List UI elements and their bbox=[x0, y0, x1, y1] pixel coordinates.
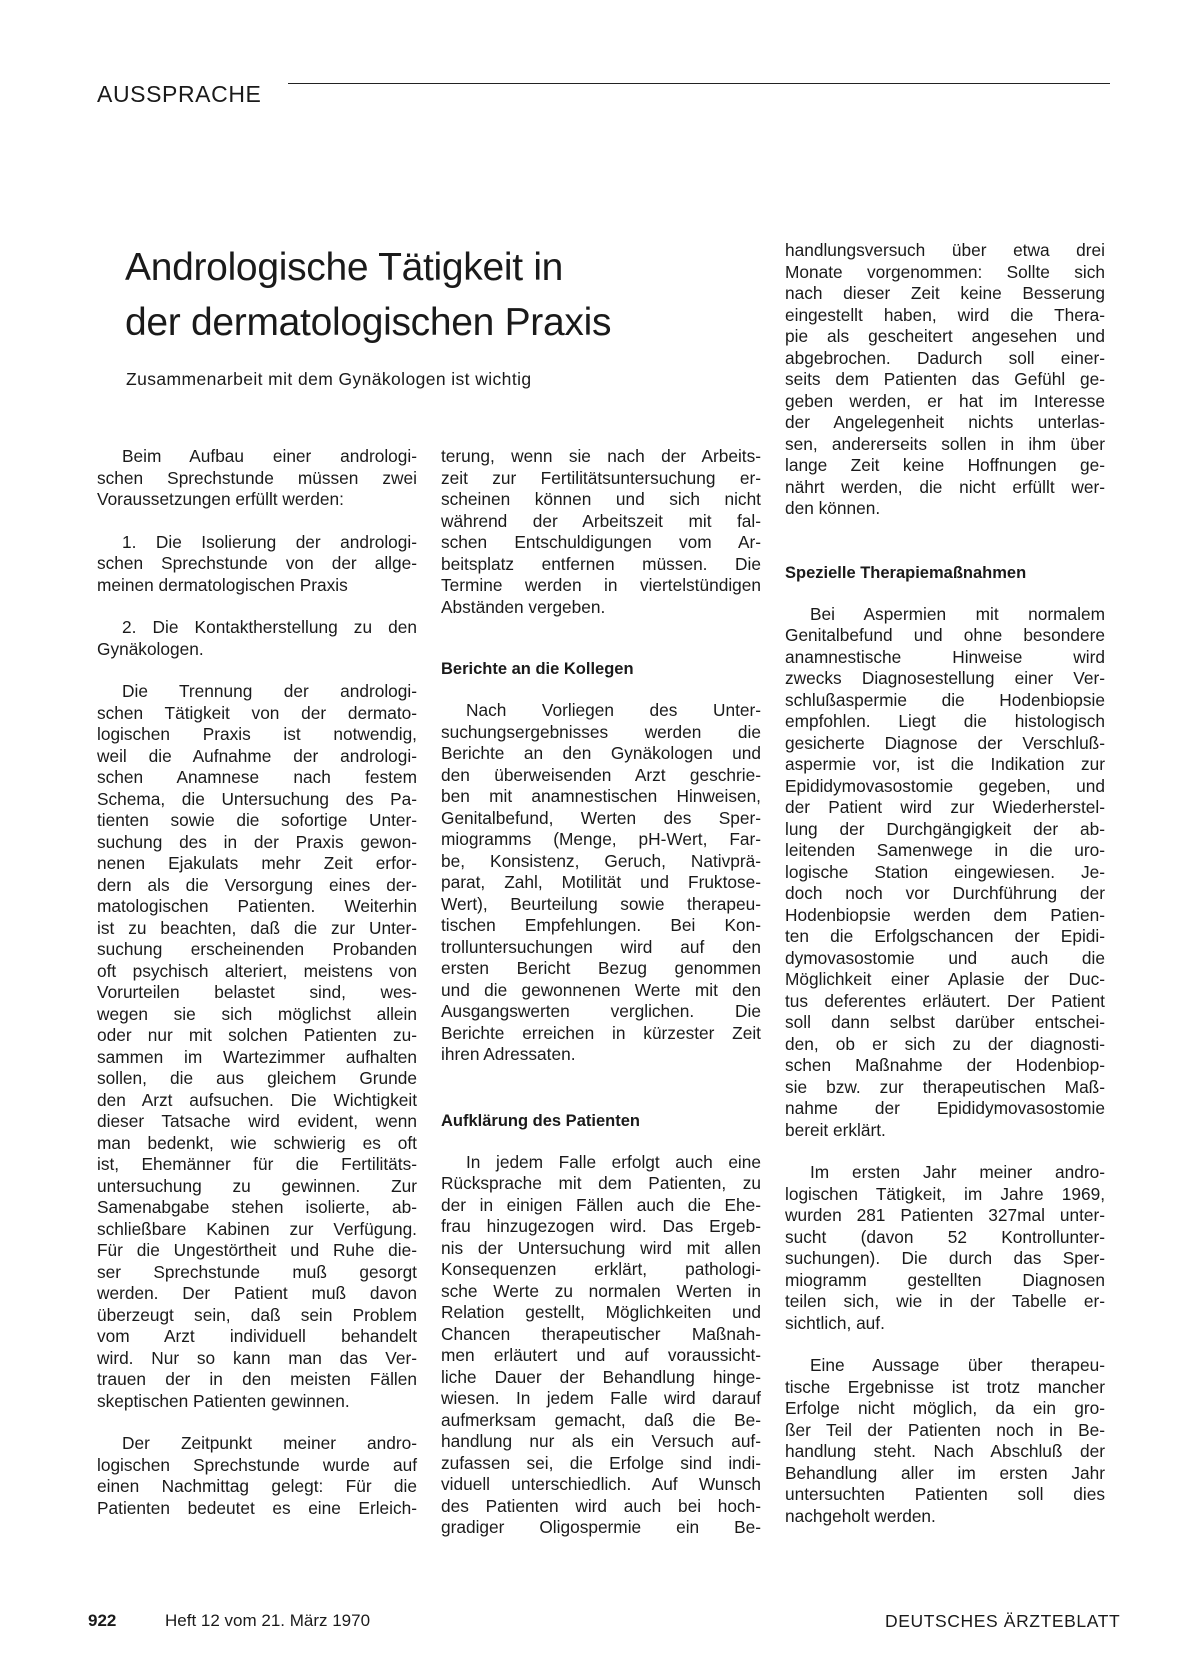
paragraph bbox=[441, 700, 761, 1066]
text-line: Behandlung aller im ersten Jahr bbox=[785, 1462, 1105, 1483]
text-line: tischen Empfehlungen. Bei Kon- bbox=[441, 915, 761, 935]
text-line: Vorurteilen belastet sind, wes- bbox=[97, 982, 417, 1002]
title-line: Andrologische Tätigkeit in bbox=[125, 246, 564, 289]
text-line: Bei Aspermien mit normalem bbox=[810, 603, 1105, 624]
text-line: dymovasostomie und auch die bbox=[785, 947, 1105, 968]
text-line: leitenden Samenwege in die uro- bbox=[785, 840, 1105, 860]
text-line: ten die Erfolgschancen der Epidi- bbox=[785, 926, 1105, 946]
text-line: logischen Tätigkeit, im Jahre 1969, bbox=[785, 1183, 1105, 1204]
text-line: Wert), Beurteilung sowie therapeu- bbox=[441, 893, 761, 914]
text-line: sie bzw. zur therapeutischen Maß- bbox=[785, 1076, 1105, 1097]
text-line: viduell unterschiedlich. Auf Wunsch bbox=[441, 1474, 761, 1494]
paragraph bbox=[785, 604, 1105, 1142]
text-line: Chancen therapeutischer Maßnah- bbox=[441, 1323, 761, 1344]
text-line: scheinen können und sich nicht bbox=[441, 489, 761, 509]
text-column-1 bbox=[97, 446, 417, 1519]
text-line: terung, wenn sie nach der Arbeits- bbox=[441, 446, 761, 466]
text-line: sammen im Wartezimmer aufhalten bbox=[97, 1046, 417, 1067]
text-line: nach dieser Zeit keine Besserung bbox=[785, 283, 1105, 303]
text-line: liche Dauer der Behandlung hinge- bbox=[441, 1366, 761, 1387]
text-line: nahme der Epididymovasostomie bbox=[785, 1098, 1105, 1118]
section-heading: Aufklärung des Patienten bbox=[441, 1111, 640, 1130]
text-line: ersten Bericht Bezug genommen bbox=[441, 958, 761, 978]
text-line: Monate vorgenommen: Sollte sich bbox=[785, 261, 1105, 282]
text-line: be, Konsistenz, Geruch, Nativprä- bbox=[441, 850, 761, 871]
text-line: skeptischen Patienten gewinnen. bbox=[97, 1390, 350, 1411]
article-title bbox=[125, 240, 745, 350]
text-line: Epididymovasostomie gegeben, und bbox=[785, 775, 1105, 796]
text-line: gesicherte Diagnose der Verschluß- bbox=[785, 732, 1105, 753]
text-line: miogramms (Menge, pH-Wert, Far- bbox=[441, 829, 761, 849]
text-line: 2. Die Kontaktherstellung zu den bbox=[122, 617, 417, 637]
text-line: lung der Durchgängigkeit der ab- bbox=[785, 818, 1105, 839]
text-line: teilen sich, wie in der Tabelle er- bbox=[785, 1291, 1105, 1311]
issue-info: Heft 12 vom 21. März 1970 bbox=[165, 1611, 371, 1630]
text-line: empfohlen. Liegt die histologisch bbox=[785, 711, 1105, 731]
text-line: oft psychisch alteriert, meistens von bbox=[97, 960, 417, 981]
text-line: In jedem Falle erfolgt auch eine bbox=[466, 1151, 761, 1172]
text-line: eingestellt haben, wird die Thera- bbox=[785, 304, 1105, 325]
text-line: zeit zur Fertilitätsuntersuchung er- bbox=[441, 467, 761, 488]
text-line: Für die Ungestörtheit und Ruhe die- bbox=[97, 1240, 417, 1260]
section-label: AUSSPRACHE bbox=[97, 81, 262, 107]
text-line: Ausgangswerten verglichen. Die bbox=[441, 1001, 761, 1021]
text-line: handlung steht. Nach Abschluß der bbox=[785, 1441, 1105, 1461]
text-line: einen Nachmittag gelegt: Für die bbox=[97, 1476, 417, 1496]
text-line: oder nur mit solchen Patienten zu- bbox=[97, 1025, 417, 1045]
text-line: schen Anamnese nach festem bbox=[97, 767, 417, 787]
text-line: den überweisenden Arzt geschrie- bbox=[441, 764, 761, 785]
text-line: gradiger Oligospermie ein Be- bbox=[441, 1517, 761, 1537]
text-line: bereit erklärt. bbox=[785, 1119, 886, 1140]
text-line: Genitalbefund, Werten des Sper- bbox=[441, 807, 761, 828]
page-number: 922 bbox=[88, 1611, 117, 1630]
text-line: der in einigen Fällen auch die Ehe- bbox=[441, 1194, 761, 1215]
paragraph bbox=[785, 1162, 1105, 1334]
text-line: schen Sprechstunde von der allge- bbox=[97, 553, 417, 573]
text-line: Relation gestellt, Möglichkeiten und bbox=[441, 1302, 761, 1322]
text-line: sichtlich, auf. bbox=[785, 1312, 885, 1333]
journal-name: DEUTSCHES ÄRZTEBLATT bbox=[885, 1611, 1121, 1631]
text-line: nährt werden, die nicht erfüllt wer- bbox=[785, 476, 1105, 497]
text-line: seits dem Patienten das Gefühl ge- bbox=[785, 369, 1105, 389]
text-line: wegen sie sich möglichst allein bbox=[97, 1003, 417, 1024]
text-line: tische Ergebnisse ist trotz mancher bbox=[785, 1376, 1105, 1397]
text-line: tus deferentes erläutert. Der Patient bbox=[785, 990, 1105, 1011]
paragraph bbox=[441, 1152, 761, 1539]
section-heading: Berichte an die Kollegen bbox=[441, 660, 634, 678]
text-line: Nach Vorliegen des Unter- bbox=[466, 700, 761, 720]
text-line: Eine Aussage über therapeu- bbox=[810, 1355, 1105, 1375]
paragraph bbox=[785, 240, 1105, 520]
text-line: während der Arbeitszeit mit fal- bbox=[441, 510, 761, 531]
paragraph bbox=[97, 446, 417, 511]
text-line: logischen Sprechstunde wurde auf bbox=[97, 1454, 417, 1475]
text-line: der Angelegenheit nichts unterlas- bbox=[785, 412, 1105, 432]
text-line: doch noch vor Durchführung der bbox=[785, 883, 1105, 903]
header-rule bbox=[288, 83, 1110, 84]
text-line: wird. Nur so kann man das Ver- bbox=[97, 1347, 417, 1368]
text-line: aufmerksam gemacht, daß die Be- bbox=[441, 1409, 761, 1430]
paragraph bbox=[97, 681, 417, 1412]
paragraph bbox=[97, 532, 417, 597]
text-line: handlung nur als ein Versuch auf- bbox=[441, 1431, 761, 1451]
text-line: ihren Adressaten. bbox=[441, 1044, 576, 1064]
text-line: zufassen sei, die Erfolge sind indi- bbox=[441, 1452, 761, 1473]
text-line: trolluntersuchungen wird auf den bbox=[441, 936, 761, 957]
text-line: Hodenbiopsie werden dem Patien- bbox=[785, 904, 1105, 925]
title-line: der dermatologischen Praxis bbox=[125, 301, 612, 344]
text-line: schlußaspermie die Hodenbiopsie bbox=[785, 689, 1105, 710]
text-line: Abständen vergeben. bbox=[441, 596, 606, 617]
text-line: suchungen). Die durch das Sper- bbox=[785, 1248, 1105, 1268]
text-line: den Arzt aufsuchen. Die Wichtigkeit bbox=[97, 1089, 417, 1110]
text-line: Erfolge nicht möglich, da ein gro- bbox=[785, 1398, 1105, 1418]
text-line: Schema, die Untersuchung des Pa- bbox=[97, 788, 417, 809]
text-line: den, ob er sich zu der diagnosti- bbox=[785, 1033, 1105, 1054]
text-line: sollen, die aus gleichem Grunde bbox=[97, 1068, 417, 1088]
text-line: 1. Die Isolierung der andrologi- bbox=[122, 531, 417, 552]
text-line: lange Zeit keine Hoffnungen ge- bbox=[785, 455, 1105, 475]
text-line: matologischen Patienten. Weiterhin bbox=[97, 896, 417, 916]
text-line: schen Tätigkeit von der dermato- bbox=[97, 702, 417, 723]
text-line: sen, andererseits sollen in ihm über bbox=[785, 433, 1105, 454]
text-line: werden. Der Patient muß davon bbox=[97, 1283, 417, 1303]
paragraph bbox=[97, 1433, 417, 1519]
text-line: men erläutert und auf voraussicht- bbox=[441, 1345, 761, 1365]
text-line: ist zu beachten, daß die zur Unter- bbox=[97, 917, 417, 938]
paragraph bbox=[97, 617, 417, 660]
text-line: überzeugt sein, daß sein Problem bbox=[97, 1304, 417, 1325]
text-line: parat, Zahl, Motilität und Fruktose- bbox=[441, 872, 761, 892]
text-line: logische Station eingewiesen. Je- bbox=[785, 861, 1105, 882]
text-line: Samenabgabe stehen isolierte, ab- bbox=[97, 1197, 417, 1217]
text-line: frau hinzugezogen wird. Das Ergeb- bbox=[441, 1216, 761, 1236]
text-line: Berichte erreichen in kürzester Zeit bbox=[441, 1022, 761, 1043]
text-line: vom Arzt individuell behandelt bbox=[97, 1326, 417, 1346]
text-line: Patienten bedeutet es eine Erleich- bbox=[97, 1497, 417, 1518]
text-line: handlungsversuch über etwa drei bbox=[785, 240, 1105, 260]
text-line: zwecks Diagnosestellung einer Ver- bbox=[785, 668, 1105, 688]
text-line: Der Zeitpunkt meiner andro- bbox=[122, 1433, 417, 1453]
text-column-3 bbox=[785, 240, 1105, 1527]
text-line: ßer Teil der Patienten noch in Be- bbox=[785, 1419, 1105, 1440]
text-line: schen Maßnahme der Hodenbiop- bbox=[785, 1055, 1105, 1075]
text-line: Berichte an den Gynäkologen und bbox=[441, 743, 761, 763]
text-line: den können. bbox=[785, 498, 881, 518]
text-line: der Patient wird zur Wiederherstel- bbox=[785, 797, 1105, 817]
text-line: ben mit anamnestischen Hinweisen, bbox=[441, 786, 761, 806]
paragraph bbox=[441, 446, 761, 618]
text-line: Konsequenzen erklärt, pathologi- bbox=[441, 1259, 761, 1279]
text-line: und die gewonnenen Werte mit den bbox=[441, 979, 761, 1000]
text-line: pie als gescheitert angesehen und bbox=[785, 326, 1105, 346]
text-line: ser Sprechstunde muß gesorgt bbox=[97, 1261, 417, 1282]
text-line: nachgeholt werden. bbox=[785, 1505, 936, 1526]
section-heading: Spezielle Therapiemaßnahmen bbox=[785, 563, 1027, 582]
text-line: wurden 281 Patienten 327mal unter- bbox=[785, 1205, 1105, 1225]
text-line: des Patienten wird auch bei hoch- bbox=[441, 1495, 761, 1516]
text-column-2 bbox=[441, 446, 761, 1539]
text-line: Genitalbefund und ohne besondere bbox=[785, 625, 1105, 645]
text-line: suchung erscheinenden Probanden bbox=[97, 939, 417, 959]
text-line: Voraussetzungen erfüllt werden: bbox=[97, 489, 344, 509]
text-line: schen Sprechstunde müssen zwei bbox=[97, 467, 417, 488]
text-line: meinen dermatologischen Praxis bbox=[97, 574, 348, 595]
text-line: sucht (davon 52 Kontrollunter- bbox=[785, 1226, 1105, 1247]
text-line: Die Trennung der andrologi- bbox=[122, 681, 417, 701]
text-line: Im ersten Jahr meiner andro- bbox=[810, 1162, 1105, 1182]
text-line: beitsplatz entfernen müssen. Die bbox=[441, 553, 761, 574]
text-line: miogramm gestellten Diagnosen bbox=[785, 1269, 1105, 1290]
text-line: man bedenkt, wie schwierig es oft bbox=[97, 1132, 417, 1153]
paragraph bbox=[785, 1355, 1105, 1527]
text-line: trauen der in den meisten Fällen bbox=[97, 1369, 417, 1389]
text-line: suchungsergebnisses werden die bbox=[441, 721, 761, 742]
text-line: schen Entschuldigungen vom Ar- bbox=[441, 532, 761, 552]
text-line: untersuchten Patienten soll dies bbox=[785, 1484, 1105, 1504]
text-line: Termine werden in viertelstündigen bbox=[441, 575, 761, 595]
text-line: Gynäkologen. bbox=[97, 638, 204, 659]
text-line: tienten sowie die sofortige Unter- bbox=[97, 810, 417, 830]
article-subtitle: Zusammenarbeit mit dem Gynäkologen ist wichtig bbox=[126, 369, 532, 389]
text-line: schließbare Kabinen zur Verfügung. bbox=[97, 1218, 417, 1239]
text-line: aspermie vor, ist die Indikation zur bbox=[785, 754, 1105, 774]
text-line: nenen Ejakulats mehr Zeit erfor- bbox=[97, 853, 417, 873]
text-line: abgebrochen. Dadurch soll einer- bbox=[785, 347, 1105, 368]
text-line: sche Werte zu normalen Werten in bbox=[441, 1280, 761, 1301]
text-line: ist, Ehemänner für die Fertilitäts- bbox=[97, 1154, 417, 1174]
text-line: geben werden, er hat im Interesse bbox=[785, 390, 1105, 411]
text-line: dieser Tatsache wird evident, wenn bbox=[97, 1111, 417, 1131]
text-line: soll dann selbst darüber entschei- bbox=[785, 1012, 1105, 1032]
text-line: Beim Aufbau einer andrologi- bbox=[122, 446, 417, 466]
text-line: Möglichkeit einer Aplasie der Duc- bbox=[785, 969, 1105, 989]
text-line: Rücksprache mit dem Patienten, zu bbox=[441, 1173, 761, 1193]
text-line: weil die Aufnahme der andrologi- bbox=[97, 745, 417, 766]
text-line: wiesen. In jedem Falle wird darauf bbox=[441, 1388, 761, 1408]
text-line: dern als die Versorgung eines der- bbox=[97, 874, 417, 895]
text-line: anamnestische Hinweise wird bbox=[785, 646, 1105, 667]
text-line: logischen Praxis ist notwendig, bbox=[97, 724, 417, 744]
text-line: untersuchung zu gewinnen. Zur bbox=[97, 1175, 417, 1196]
text-line: suchung des in der Praxis gewon- bbox=[97, 831, 417, 852]
text-line: nis der Untersuchung wird mit allen bbox=[441, 1237, 761, 1258]
